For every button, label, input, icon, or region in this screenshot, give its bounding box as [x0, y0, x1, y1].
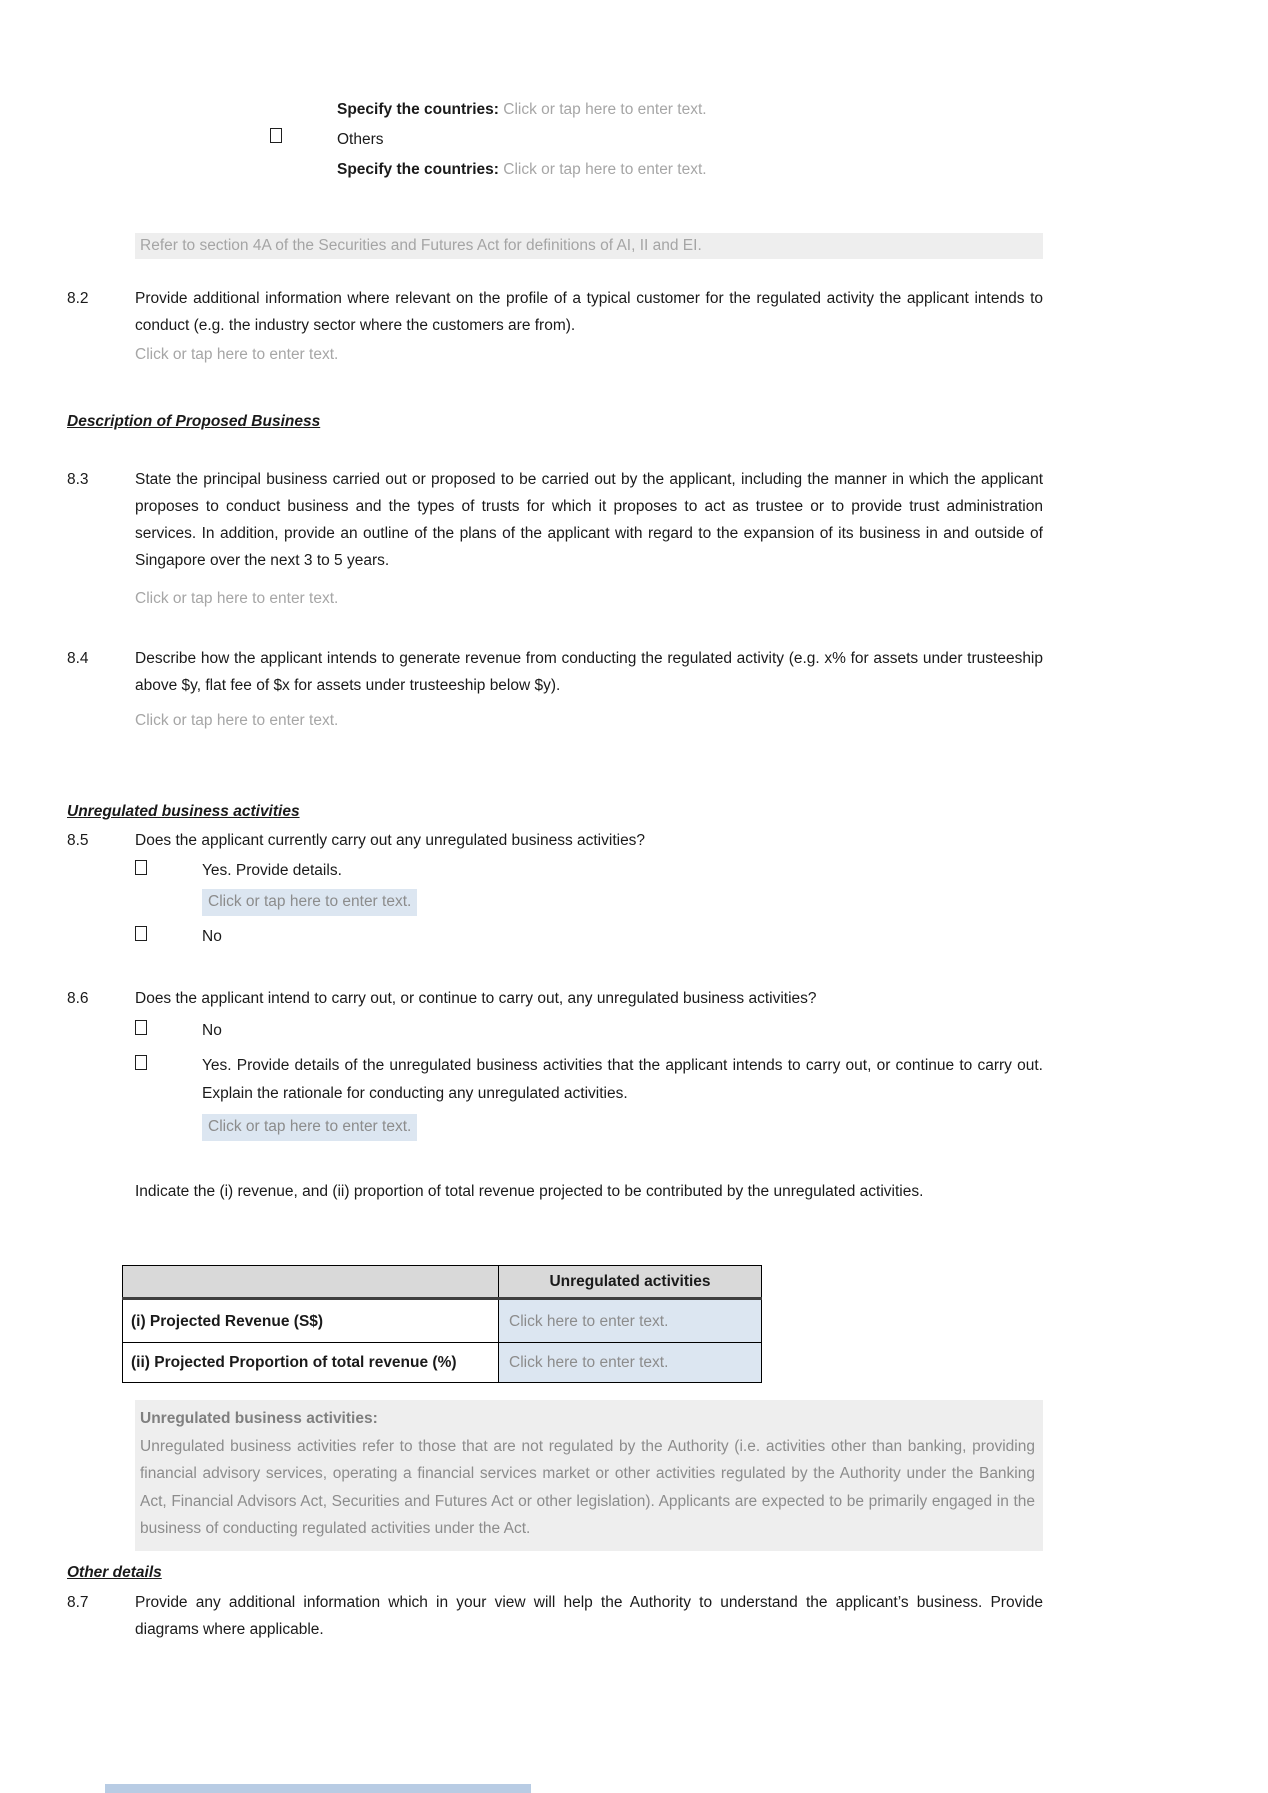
q85-no-checkbox[interactable]: [135, 926, 147, 941]
question-8-6-text: Does the applicant intend to carry out, or continue to carry out, any unregulated business activities?: [135, 990, 817, 1007]
question-8-2-number: 8.2: [67, 290, 89, 307]
unregulated-note-title: Unregulated business activities:: [140, 1410, 378, 1427]
question-8-3-number: 8.3: [67, 471, 89, 488]
q86-yes-label: Yes. Provide details of the unregulated business activities that the applicant intends to carry out, or continue to carry out. Explain the rationale for conducting any unregulated activities.: [202, 1057, 1043, 1102]
projected-proportion-input[interactable]: Click here to enter text.: [499, 1343, 762, 1383]
table-header-row: [123, 1266, 762, 1299]
specify-countries-input-1[interactable]: Click or tap here to enter text.: [503, 101, 707, 118]
table-row: [123, 1343, 762, 1383]
unregulated-revenue-table: [122, 1265, 762, 1383]
q85-no-label: No: [202, 928, 222, 945]
q85-yes-details-input[interactable]: Click or tap here to enter text.: [202, 889, 417, 916]
projected-revenue-label: (i) Projected Revenue (S$): [123, 1299, 499, 1343]
unregulated-note-body: Unregulated business activities refer to those that are not regulated by the Authority (i.e. activities other than banking, providing financial advisory services, operating a financial services market or other activities regulated by the Authority under the Banking Act, Financial Advisors Act, Securities and Futures Act or other legislation). Applicants are expected to be primarily engaged in the business of conducting regulated activities under the Act.: [140, 1437, 1035, 1537]
q86-yes-checkbox[interactable]: [135, 1055, 147, 1070]
question-8-5-number: 8.5: [67, 832, 89, 849]
question-8-2-input[interactable]: Click or tap here to enter text.: [135, 346, 339, 363]
specify-countries-row-2: [337, 156, 707, 183]
specify-countries-row-1: [337, 96, 707, 123]
question-8-4-text: Describe how the applicant intends to generate revenue from conducting the regulated activity (e.g. x% for assets under trusteeship above $y, flat fee of $x for assets under trusteeship below $y).: [135, 650, 1043, 694]
indicate-revenue-text: Indicate the (i) revenue, and (ii) proportion of total revenue projected to be contributed by the unregulated activities.: [135, 1183, 924, 1200]
clipped-text-entry-field[interactable]: [105, 1784, 531, 1793]
table-header-empty-cell: [123, 1266, 499, 1299]
specify-countries-input-2[interactable]: Click or tap here to enter text.: [503, 161, 707, 178]
question-8-4-number: 8.4: [67, 650, 89, 667]
specify-countries-label-2: Specify the countries:: [337, 161, 499, 178]
q85-yes-label: Yes. Provide details.: [202, 862, 342, 879]
specify-countries-label: Specify the countries:: [337, 101, 499, 118]
table-row: [123, 1299, 762, 1343]
projected-revenue-input[interactable]: Click here to enter text.: [499, 1299, 762, 1343]
q86-no-checkbox[interactable]: [135, 1020, 147, 1035]
heading-description-of-proposed-business: Description of Proposed Business: [67, 413, 321, 430]
heading-unregulated-business-activities: Unregulated business activities: [67, 803, 300, 820]
unregulated-note: [135, 1400, 1043, 1551]
question-8-3-text: State the principal business carried out or proposed to be carried out by the applicant, including the manner in which the applicant proposes to conduct business and the types of trusts for which it proposes to act as trustee or to provide trust administration services. In addition, provide an outline of the plans of the applicant with regard to the expansion of its business in and outside of Singapore over the next 3 to 5 years.: [135, 471, 1043, 569]
q86-yes-details-input[interactable]: Click or tap here to enter text.: [202, 1114, 417, 1141]
question-8-7-number: 8.7: [67, 1594, 89, 1611]
q86-no-label: No: [202, 1022, 222, 1039]
heading-other-details: Other details: [67, 1564, 162, 1581]
table-header-unregulated-activities: Unregulated activities: [499, 1266, 762, 1299]
question-8-3-input[interactable]: Click or tap here to enter text.: [135, 590, 339, 607]
question-8-6-number: 8.6: [67, 990, 89, 1007]
q86-yes-details-wrap: [202, 1113, 417, 1141]
q85-yes-details-wrap: [202, 888, 417, 916]
projected-proportion-label: (ii) Projected Proportion of total revenue (%): [123, 1343, 499, 1383]
question-8-4-input[interactable]: Click or tap here to enter text.: [135, 712, 339, 729]
others-checkbox[interactable]: [270, 128, 282, 143]
question-8-2-text: Provide additional information where relevant on the profile of a typical customer for the regulated activity the applicant intends to conduct (e.g. the industry sector where the customers are from).: [135, 290, 1043, 334]
q85-yes-checkbox[interactable]: [135, 860, 147, 875]
question-8-5-text: Does the applicant currently carry out any unregulated business activities?: [135, 832, 646, 849]
question-8-7-text: Provide any additional information which in your view will help the Authority to understand the applicant’s business. Provide diagrams where applicable.: [135, 1594, 1043, 1638]
refer-note: Refer to section 4A of the Securities and Futures Act for definitions of AI, II and EI.: [135, 233, 1043, 259]
others-label: Others: [337, 131, 384, 148]
